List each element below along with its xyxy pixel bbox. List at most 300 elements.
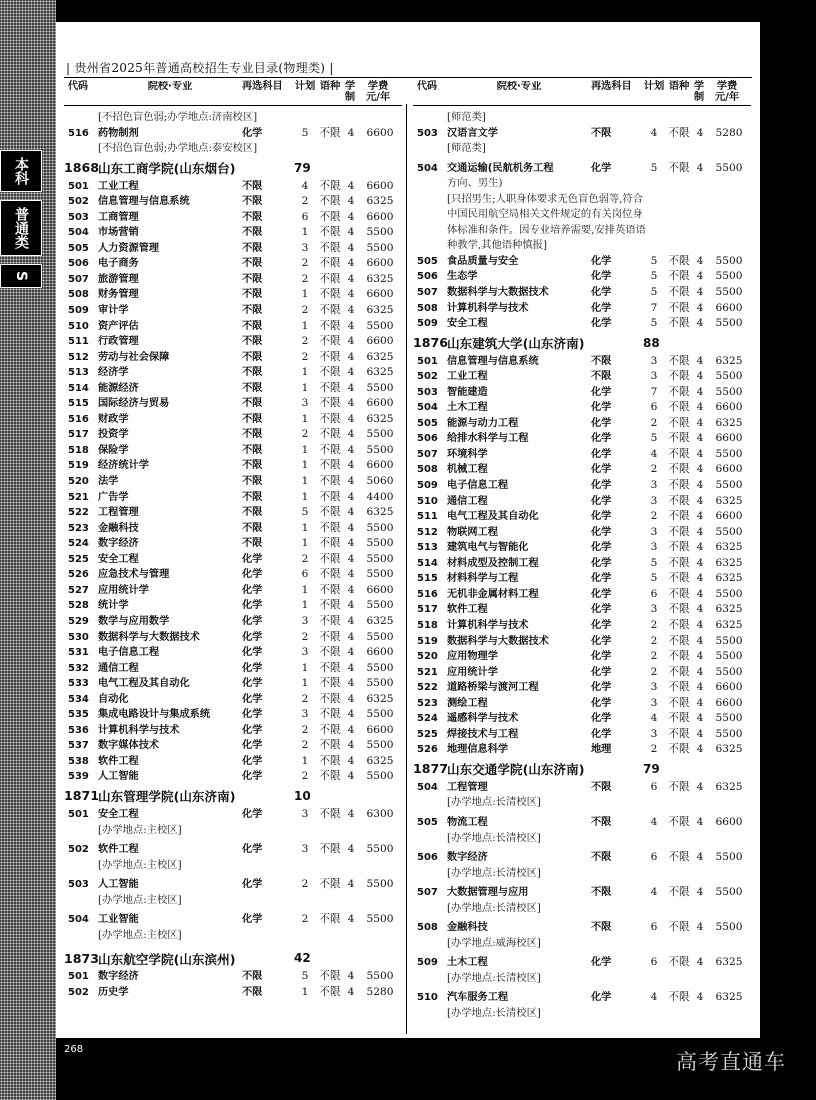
note-text: [办学地点:长清校区] bbox=[447, 866, 541, 879]
major-code: 521 bbox=[68, 491, 89, 503]
spacer bbox=[629, 462, 643, 478]
major-name: 信息管理与信息系统 bbox=[98, 196, 190, 208]
major-fee: 6600 bbox=[715, 463, 743, 476]
major-duration: 4 bbox=[696, 712, 704, 725]
major-name: 材料成型及控制工程 bbox=[447, 557, 539, 569]
major-subject: 化学 bbox=[591, 728, 612, 740]
major-duration: 4 bbox=[696, 385, 704, 398]
major-fee: 6325 bbox=[715, 541, 743, 554]
major-subject: 化学 bbox=[242, 569, 263, 581]
major-row bbox=[64, 969, 402, 985]
major-plan: 4 bbox=[650, 447, 658, 460]
major-language: 不限 bbox=[668, 886, 690, 899]
major-language: 不限 bbox=[668, 479, 690, 492]
major-duration: 4 bbox=[347, 366, 355, 379]
major-subject: 化学 bbox=[591, 604, 612, 616]
major-row bbox=[413, 618, 751, 634]
major-subject: 化学 bbox=[242, 662, 263, 674]
major-code: 506 bbox=[68, 258, 89, 270]
major-fee: 6600 bbox=[715, 432, 743, 445]
left-column bbox=[64, 80, 402, 1000]
major-name: 信息管理与信息系统 bbox=[447, 355, 539, 367]
major-name: 历史学 bbox=[98, 986, 129, 998]
spacer bbox=[280, 241, 294, 257]
major-name: 资产评估 bbox=[98, 320, 139, 332]
major-row bbox=[413, 815, 751, 831]
major-code: 525 bbox=[68, 553, 89, 565]
institution-name: 山东航空学院(山东滨州) bbox=[98, 951, 236, 967]
major-note bbox=[413, 176, 751, 192]
major-code: 503 bbox=[417, 127, 438, 139]
major-fee: 5280 bbox=[366, 985, 394, 998]
major-duration: 4 bbox=[696, 618, 704, 631]
major-fee: 5500 bbox=[715, 254, 743, 267]
major-subject: 化学 bbox=[591, 255, 612, 267]
header-plan: 计划 bbox=[643, 80, 665, 92]
major-plan: 3 bbox=[650, 541, 658, 554]
major-language: 不限 bbox=[668, 525, 690, 538]
major-name: 生态学 bbox=[447, 271, 478, 283]
major-note bbox=[413, 192, 751, 254]
major-row bbox=[64, 769, 402, 785]
institution-code: 1876 bbox=[413, 335, 449, 351]
institution-heading bbox=[64, 785, 402, 807]
major-code: 509 bbox=[417, 957, 438, 969]
major-code: 519 bbox=[417, 635, 438, 647]
side-tab-undergrad: 本科 bbox=[0, 150, 42, 192]
major-duration: 4 bbox=[347, 475, 355, 488]
major-name: 市场营销 bbox=[98, 227, 139, 239]
major-duration: 4 bbox=[347, 708, 355, 721]
major-duration: 4 bbox=[696, 161, 704, 174]
major-fee: 5500 bbox=[366, 878, 394, 891]
major-plan: 2 bbox=[650, 634, 658, 647]
header-fee: 学费 元/年 bbox=[714, 80, 740, 103]
major-code: 514 bbox=[68, 382, 89, 394]
major-subject: 化学 bbox=[591, 542, 612, 554]
major-row bbox=[64, 521, 402, 537]
major-duration: 4 bbox=[347, 770, 355, 783]
major-row bbox=[64, 474, 402, 490]
major-subject: 不限 bbox=[242, 398, 263, 410]
major-duration: 4 bbox=[347, 537, 355, 550]
major-row bbox=[413, 742, 751, 758]
major-plan: 5 bbox=[650, 270, 658, 283]
major-code: 511 bbox=[417, 511, 438, 523]
major-row bbox=[413, 602, 751, 618]
major-row bbox=[64, 303, 402, 319]
major-fee: 6325 bbox=[366, 304, 394, 317]
major-code: 531 bbox=[68, 647, 89, 659]
major-code: 503 bbox=[68, 879, 89, 891]
major-row bbox=[413, 478, 751, 494]
major-fee: 5500 bbox=[366, 843, 394, 856]
major-row bbox=[413, 509, 751, 525]
major-name: 环境科学 bbox=[447, 448, 488, 460]
major-duration: 4 bbox=[347, 985, 355, 998]
major-subject: 不限 bbox=[242, 444, 263, 456]
major-name: 劳动与社会保障 bbox=[98, 351, 170, 363]
major-fee: 6600 bbox=[366, 210, 394, 223]
major-plan: 5 bbox=[301, 506, 309, 519]
major-language: 不限 bbox=[668, 161, 690, 174]
major-duration: 4 bbox=[696, 494, 704, 507]
spacer bbox=[280, 490, 294, 506]
major-subject: 化学 bbox=[591, 713, 612, 725]
header-name: 院校·专业 bbox=[147, 81, 193, 92]
major-subject: 不限 bbox=[242, 305, 263, 317]
major-plan: 3 bbox=[301, 241, 309, 254]
spacer bbox=[629, 431, 643, 447]
major-fee: 6325 bbox=[366, 506, 394, 519]
major-language: 不限 bbox=[319, 646, 341, 659]
major-row bbox=[413, 447, 751, 463]
major-plan: 6 bbox=[650, 956, 658, 969]
major-fee: 6600 bbox=[715, 510, 743, 523]
major-subject: 化学 bbox=[242, 600, 263, 612]
major-duration: 4 bbox=[347, 913, 355, 926]
major-plan: 2 bbox=[650, 743, 658, 756]
major-code: 517 bbox=[68, 429, 89, 441]
major-language: 不限 bbox=[319, 552, 341, 565]
major-duration: 4 bbox=[696, 727, 704, 740]
note-text: [办学地点:主校区] bbox=[98, 893, 182, 906]
major-subject: 不限 bbox=[242, 351, 263, 363]
spacer bbox=[629, 269, 643, 285]
major-language: 不限 bbox=[319, 428, 341, 441]
right-column bbox=[413, 80, 751, 1022]
spacer bbox=[629, 369, 643, 385]
major-name: 给排水科学与工程 bbox=[447, 433, 529, 445]
major-duration: 4 bbox=[696, 254, 704, 267]
major-name: 应用统计学 bbox=[447, 666, 498, 678]
spacer bbox=[629, 447, 643, 463]
major-subject: 化学 bbox=[591, 495, 612, 507]
major-subject: 化学 bbox=[591, 682, 612, 694]
major-plan: 2 bbox=[301, 350, 309, 363]
major-subject: 不限 bbox=[591, 127, 612, 139]
major-language: 不限 bbox=[668, 317, 690, 330]
major-fee: 5500 bbox=[366, 319, 394, 332]
institution-name: 山东交通学院(山东济南) bbox=[447, 762, 585, 778]
major-fee: 6325 bbox=[715, 603, 743, 616]
major-subject: 化学 bbox=[591, 526, 612, 538]
major-row bbox=[64, 272, 402, 288]
major-fee: 6600 bbox=[366, 335, 394, 348]
major-name: 数字经济 bbox=[98, 538, 139, 550]
major-subject: 化学 bbox=[591, 588, 612, 600]
major-row bbox=[413, 780, 751, 796]
major-code: 515 bbox=[68, 398, 89, 410]
major-plan: 4 bbox=[650, 991, 658, 1004]
major-code: 508 bbox=[417, 464, 438, 476]
major-row bbox=[413, 254, 751, 270]
spacer bbox=[280, 443, 294, 459]
major-subject: 不限 bbox=[591, 852, 612, 864]
major-plan: 2 bbox=[650, 463, 658, 476]
major-row bbox=[64, 179, 402, 195]
institution-plan: 79 bbox=[294, 160, 311, 175]
major-code: 508 bbox=[417, 922, 438, 934]
major-plan: 3 bbox=[650, 727, 658, 740]
major-code: 526 bbox=[68, 569, 89, 581]
spacer bbox=[280, 707, 294, 723]
institution-code: 1868 bbox=[64, 160, 100, 176]
major-name: 数据科学与大数据技术 bbox=[447, 287, 549, 299]
major-plan: 4 bbox=[650, 126, 658, 139]
note-text: [办学地点:主校区] bbox=[98, 858, 182, 871]
major-fee: 5500 bbox=[366, 913, 394, 926]
major-subject: 不限 bbox=[591, 887, 612, 899]
major-name: 应用物理学 bbox=[447, 651, 498, 663]
major-language: 不限 bbox=[668, 286, 690, 299]
spacer bbox=[629, 161, 643, 177]
major-subject: 化学 bbox=[591, 433, 612, 445]
major-fee: 5500 bbox=[715, 727, 743, 740]
major-language: 不限 bbox=[668, 665, 690, 678]
major-row bbox=[413, 634, 751, 650]
major-duration: 4 bbox=[347, 739, 355, 752]
major-code: 512 bbox=[417, 526, 438, 538]
major-code: 515 bbox=[417, 573, 438, 585]
spacer bbox=[629, 665, 643, 681]
major-row bbox=[64, 241, 402, 257]
major-name: 机械工程 bbox=[447, 464, 488, 476]
major-subject: 不限 bbox=[591, 355, 612, 367]
major-name: 安全工程 bbox=[447, 318, 488, 330]
major-fee: 5500 bbox=[715, 479, 743, 492]
major-fee: 5500 bbox=[366, 661, 394, 674]
major-name: 数字经济 bbox=[98, 971, 139, 983]
major-name: 电气工程及其自动化 bbox=[447, 511, 539, 523]
spacer bbox=[280, 877, 294, 893]
major-duration: 4 bbox=[347, 646, 355, 659]
major-name: 能源与动力工程 bbox=[447, 417, 519, 429]
major-subject: 化学 bbox=[242, 740, 263, 752]
major-subject: 不限 bbox=[242, 273, 263, 285]
major-name: 计算机科学与技术 bbox=[447, 302, 529, 314]
major-note bbox=[64, 858, 402, 874]
major-fee: 6325 bbox=[715, 780, 743, 793]
major-name: 经济学 bbox=[98, 367, 129, 379]
major-code: 502 bbox=[68, 196, 89, 208]
major-language: 不限 bbox=[319, 630, 341, 643]
major-row bbox=[64, 661, 402, 677]
major-subject: 化学 bbox=[591, 557, 612, 569]
institution-code: 1871 bbox=[64, 788, 100, 804]
major-row bbox=[413, 696, 751, 712]
major-subject: 化学 bbox=[591, 271, 612, 283]
major-plan: 4 bbox=[650, 886, 658, 899]
major-subject: 不限 bbox=[591, 781, 612, 793]
major-row bbox=[64, 350, 402, 366]
major-name: 交通运输(民航机务工程 bbox=[447, 162, 554, 174]
major-language: 不限 bbox=[319, 878, 341, 891]
major-duration: 4 bbox=[696, 780, 704, 793]
spacer bbox=[280, 179, 294, 195]
spacer bbox=[280, 505, 294, 521]
spacer bbox=[280, 256, 294, 272]
major-language: 不限 bbox=[319, 195, 341, 208]
spacer bbox=[280, 583, 294, 599]
note-text: [办学地点:长清校区] bbox=[447, 1006, 541, 1019]
major-subject: 化学 bbox=[242, 647, 263, 659]
note-text: 方向、男生) bbox=[447, 177, 503, 190]
major-subject: 化学 bbox=[591, 287, 612, 299]
major-name: 应用统计学 bbox=[98, 584, 149, 596]
major-subject: 化学 bbox=[591, 402, 612, 414]
major-subject: 不限 bbox=[242, 986, 263, 998]
major-duration: 4 bbox=[696, 286, 704, 299]
major-duration: 4 bbox=[347, 443, 355, 456]
major-row bbox=[413, 126, 751, 142]
spacer bbox=[629, 540, 643, 556]
column-header bbox=[64, 80, 402, 106]
major-row bbox=[413, 885, 751, 901]
major-name: 通信工程 bbox=[447, 495, 488, 507]
spacer bbox=[629, 416, 643, 432]
header-duration: 学制 bbox=[344, 80, 356, 103]
major-duration: 4 bbox=[696, 463, 704, 476]
institution-plan: 88 bbox=[643, 335, 660, 350]
major-row bbox=[64, 381, 402, 397]
major-duration: 4 bbox=[347, 210, 355, 223]
major-fee: 5500 bbox=[715, 650, 743, 663]
header-plan: 计划 bbox=[294, 80, 316, 92]
major-plan: 2 bbox=[301, 335, 309, 348]
major-code: 504 bbox=[417, 781, 438, 793]
major-row bbox=[64, 598, 402, 614]
major-plan: 2 bbox=[301, 630, 309, 643]
major-name: 金融科技 bbox=[98, 522, 139, 534]
major-fee: 6325 bbox=[715, 494, 743, 507]
major-language: 不限 bbox=[668, 510, 690, 523]
major-plan: 3 bbox=[301, 843, 309, 856]
major-plan: 6 bbox=[650, 921, 658, 934]
major-code: 501 bbox=[68, 180, 89, 192]
major-fee: 6325 bbox=[715, 956, 743, 969]
major-note bbox=[64, 893, 402, 909]
major-language: 不限 bbox=[668, 541, 690, 554]
major-language: 不限 bbox=[668, 401, 690, 414]
major-language: 不限 bbox=[668, 270, 690, 283]
spacer bbox=[629, 400, 643, 416]
major-duration: 4 bbox=[696, 370, 704, 383]
major-duration: 4 bbox=[347, 397, 355, 410]
header-code: 代码 bbox=[68, 81, 88, 92]
spacer bbox=[629, 680, 643, 696]
major-plan: 1 bbox=[301, 288, 309, 301]
major-language: 不限 bbox=[668, 447, 690, 460]
major-note bbox=[64, 928, 402, 944]
major-name: 安全工程 bbox=[98, 808, 139, 820]
major-name: 电气工程及其自动化 bbox=[98, 678, 190, 690]
major-row bbox=[413, 665, 751, 681]
major-row bbox=[413, 540, 751, 556]
major-subject: 化学 bbox=[591, 386, 612, 398]
header-fee: 学费 元/年 bbox=[365, 80, 391, 103]
major-plan: 2 bbox=[301, 692, 309, 705]
major-note bbox=[413, 110, 751, 126]
major-duration: 4 bbox=[347, 257, 355, 270]
major-name: 计算机科学与技术 bbox=[98, 724, 180, 736]
major-row bbox=[413, 649, 751, 665]
major-name: 行政管理 bbox=[98, 336, 139, 348]
major-duration: 4 bbox=[347, 599, 355, 612]
major-fee: 6600 bbox=[366, 459, 394, 472]
major-row bbox=[64, 630, 402, 646]
note-text: [办学地点:主校区] bbox=[98, 823, 182, 836]
major-name: 财政学 bbox=[98, 413, 129, 425]
major-subject: 化学 bbox=[591, 511, 612, 523]
major-fee: 5500 bbox=[715, 525, 743, 538]
major-subject: 不限 bbox=[242, 429, 263, 441]
major-language: 不限 bbox=[668, 634, 690, 647]
major-fee: 5280 bbox=[715, 126, 743, 139]
major-code: 501 bbox=[417, 355, 438, 367]
major-name: 数据科学与大数据技术 bbox=[98, 631, 200, 643]
major-code: 503 bbox=[417, 386, 438, 398]
major-fee: 5500 bbox=[715, 385, 743, 398]
major-duration: 4 bbox=[347, 381, 355, 394]
major-language: 不限 bbox=[319, 708, 341, 721]
major-duration: 4 bbox=[696, 541, 704, 554]
major-note bbox=[64, 823, 402, 839]
major-name: 通信工程 bbox=[98, 662, 139, 674]
spacer bbox=[280, 334, 294, 350]
major-subject: 化学 bbox=[242, 693, 263, 705]
major-name: 人力资源管理 bbox=[98, 242, 160, 254]
major-duration: 4 bbox=[696, 991, 704, 1004]
major-code: 506 bbox=[417, 433, 438, 445]
major-fee: 6600 bbox=[366, 397, 394, 410]
major-fee: 6300 bbox=[366, 807, 394, 820]
major-plan: 6 bbox=[650, 587, 658, 600]
major-plan: 2 bbox=[301, 723, 309, 736]
major-duration: 4 bbox=[347, 807, 355, 820]
major-fee: 5500 bbox=[366, 226, 394, 239]
spacer bbox=[629, 711, 643, 727]
major-plan: 3 bbox=[650, 479, 658, 492]
major-duration: 4 bbox=[347, 126, 355, 139]
spacer bbox=[280, 842, 294, 858]
spacer bbox=[280, 319, 294, 335]
major-language: 不限 bbox=[668, 254, 690, 267]
spacer bbox=[280, 598, 294, 614]
major-language: 不限 bbox=[668, 921, 690, 934]
major-code: 530 bbox=[68, 631, 89, 643]
major-fee: 5500 bbox=[366, 708, 394, 721]
major-subject: 化学 bbox=[242, 127, 263, 139]
major-code: 528 bbox=[68, 600, 89, 612]
major-row bbox=[413, 301, 751, 317]
major-language: 不限 bbox=[319, 506, 341, 519]
major-fee: 5500 bbox=[366, 381, 394, 394]
major-row bbox=[64, 614, 402, 630]
major-duration: 4 bbox=[696, 416, 704, 429]
major-fee: 6325 bbox=[366, 692, 394, 705]
major-fee: 5500 bbox=[715, 447, 743, 460]
major-language: 不限 bbox=[668, 301, 690, 314]
major-row bbox=[413, 400, 751, 416]
spacer bbox=[280, 661, 294, 677]
major-fee: 5500 bbox=[366, 677, 394, 690]
major-code: 502 bbox=[68, 986, 89, 998]
spacer bbox=[280, 536, 294, 552]
major-fee: 6325 bbox=[715, 618, 743, 631]
major-name: 无机非金属材料工程 bbox=[447, 588, 539, 600]
major-name: 物联网工程 bbox=[447, 526, 498, 538]
